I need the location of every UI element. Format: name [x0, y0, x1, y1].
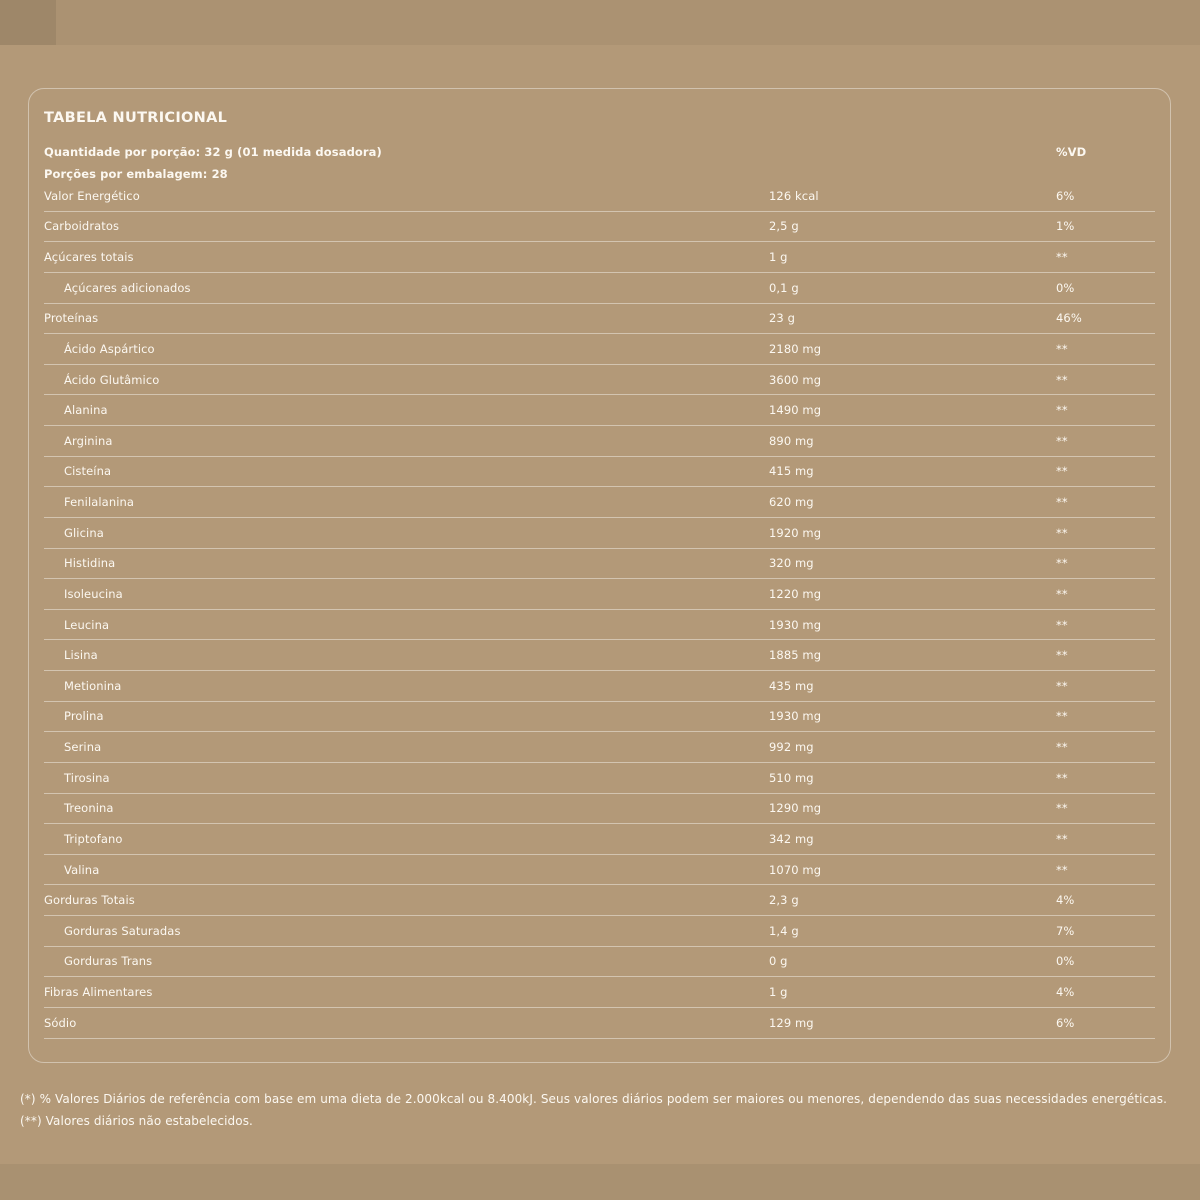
row-vd: 0%: [1056, 954, 1075, 969]
row-vd: **: [1056, 403, 1068, 418]
row-label: Tirosina: [64, 770, 110, 785]
row-vd: **: [1056, 495, 1068, 510]
table-row: [44, 457, 1155, 488]
row-vd: **: [1056, 770, 1068, 785]
row-label: Treonina: [64, 801, 114, 816]
row-value: 1885 mg: [769, 648, 822, 663]
row-vd: **: [1056, 709, 1068, 724]
row-vd: **: [1056, 740, 1068, 755]
row-vd: **: [1056, 464, 1068, 479]
row-value: 1490 mg: [769, 403, 822, 418]
row-value: 1220 mg: [769, 586, 822, 601]
row-label: Ácido Glutâmico: [64, 372, 160, 387]
row-label: Triptofano: [64, 831, 123, 846]
row-label: Proteínas: [44, 311, 99, 326]
row-label: Valina: [64, 862, 100, 877]
header-value-spacer: [769, 145, 1056, 159]
row-vd: **: [1056, 586, 1068, 601]
top-left-corner-patch: [0, 0, 56, 45]
table-row: [44, 181, 1155, 212]
table-row: [44, 610, 1155, 641]
row-label: Leucina: [64, 617, 110, 632]
row-vd: 1%: [1056, 219, 1075, 234]
table-row: [44, 395, 1155, 426]
row-vd: 6%: [1056, 1015, 1075, 1030]
table-row: [44, 549, 1155, 580]
row-label: Cisteína: [64, 464, 112, 479]
row-label: Gorduras Saturadas: [64, 923, 181, 938]
row-value: 1 g: [769, 985, 788, 1000]
table-row: [44, 671, 1155, 702]
row-value: 2,3 g: [769, 893, 799, 908]
row-value: 1290 mg: [769, 801, 822, 816]
row-label: Isoleucina: [64, 586, 123, 601]
row-vd: 46%: [1056, 311, 1082, 326]
row-label: Sódio: [44, 1015, 77, 1030]
nutrition-rows: [44, 181, 1155, 1039]
bottom-band: [0, 1164, 1200, 1200]
serving-size-text: Quantidade por porção: 32 g (01 medida dosadora): [44, 145, 382, 159]
row-value: 126 kcal: [769, 188, 819, 203]
row-value: 342 mg: [769, 831, 814, 846]
row-vd: 4%: [1056, 893, 1075, 908]
table-row: [44, 579, 1155, 610]
row-value: 0 g: [769, 954, 788, 969]
row-value: 1,4 g: [769, 923, 799, 938]
table-title: TABELA NUTRICIONAL: [44, 110, 228, 126]
table-row: [44, 242, 1155, 273]
row-label: Prolina: [64, 709, 104, 724]
daily-values-footnote: (*) % Valores Diários de referência com base em uma dieta de 2.000kcal ou 8.400kJ. Seus valores diários podem ser maiores ou menores, dependendo das suas necessidades energéticas. (**) Valores diários não estabelecidos.: [20, 1092, 1168, 1128]
row-vd: **: [1056, 862, 1068, 877]
row-vd: 6%: [1056, 188, 1075, 203]
row-value: 3600 mg: [769, 372, 822, 387]
table-row: [44, 732, 1155, 763]
row-value: 890 mg: [769, 433, 814, 448]
row-vd: **: [1056, 801, 1068, 816]
row-vd: **: [1056, 831, 1068, 846]
row-label: Valor Energético: [44, 188, 140, 203]
table-row: [44, 855, 1155, 886]
table-header-servings-count: [44, 167, 1155, 181]
row-label: Ácido Aspártico: [64, 341, 155, 356]
table-row: [44, 365, 1155, 396]
row-value: 1920 mg: [769, 525, 822, 540]
table-row: [44, 212, 1155, 243]
row-value: 320 mg: [769, 556, 814, 571]
row-label: Carboidratos: [44, 219, 120, 234]
row-value: 1070 mg: [769, 862, 822, 877]
row-vd: **: [1056, 372, 1068, 387]
row-vd: **: [1056, 433, 1068, 448]
table-header-serving: [44, 145, 1155, 159]
table-row: [44, 640, 1155, 671]
row-label: Gorduras Totais: [44, 893, 135, 908]
table-row: [44, 334, 1155, 365]
row-vd: 4%: [1056, 985, 1075, 1000]
row-label: Lisina: [64, 648, 98, 663]
table-row: [44, 487, 1155, 518]
row-value: 2,5 g: [769, 219, 799, 234]
row-value: 1930 mg: [769, 617, 822, 632]
row-label: Açúcares totais: [44, 250, 134, 265]
vd-column-header: %VD: [1056, 145, 1087, 159]
table-row: [44, 885, 1155, 916]
row-value: 415 mg: [769, 464, 814, 479]
row-value: 23 g: [769, 311, 795, 326]
row-vd: **: [1056, 556, 1068, 571]
row-value: 1930 mg: [769, 709, 822, 724]
row-label: Arginina: [64, 433, 113, 448]
row-label: Histidina: [64, 556, 116, 571]
row-vd: **: [1056, 250, 1068, 265]
table-row: [44, 977, 1155, 1008]
row-label: Serina: [64, 740, 102, 755]
row-label: Gorduras Trans: [64, 954, 153, 969]
table-row: [44, 702, 1155, 733]
top-band: [0, 0, 1200, 45]
row-value: 435 mg: [769, 678, 814, 693]
row-vd: **: [1056, 341, 1068, 356]
row-label: Glicina: [64, 525, 104, 540]
row-vd: **: [1056, 678, 1068, 693]
table-row: [44, 304, 1155, 335]
table-row: [44, 518, 1155, 549]
row-value: 0,1 g: [769, 280, 799, 295]
table-row: [44, 916, 1155, 947]
servings-per-package-text: Porções por embalagem: 28: [44, 167, 228, 181]
table-row: [44, 947, 1155, 978]
table-row: [44, 426, 1155, 457]
table-row: [44, 1008, 1155, 1039]
row-value: 510 mg: [769, 770, 814, 785]
row-label: Fenilalanina: [64, 495, 135, 510]
table-row: [44, 273, 1155, 304]
row-label: Alanina: [64, 403, 108, 418]
table-row: [44, 763, 1155, 794]
row-value: 2180 mg: [769, 341, 822, 356]
row-vd: **: [1056, 617, 1068, 632]
table-row: [44, 824, 1155, 855]
row-value: 620 mg: [769, 495, 814, 510]
row-value: 1 g: [769, 250, 788, 265]
row-label: Fibras Alimentares: [44, 985, 153, 1000]
table-row: [44, 794, 1155, 825]
row-value: 992 mg: [769, 740, 814, 755]
row-vd: 7%: [1056, 923, 1075, 938]
row-value: 129 mg: [769, 1015, 814, 1030]
row-vd: **: [1056, 648, 1068, 663]
row-vd: 0%: [1056, 280, 1075, 295]
row-label: Metionina: [64, 678, 122, 693]
row-vd: **: [1056, 525, 1068, 540]
nutrition-table-card: [28, 88, 1171, 1063]
row-label: Açúcares adicionados: [64, 280, 191, 295]
